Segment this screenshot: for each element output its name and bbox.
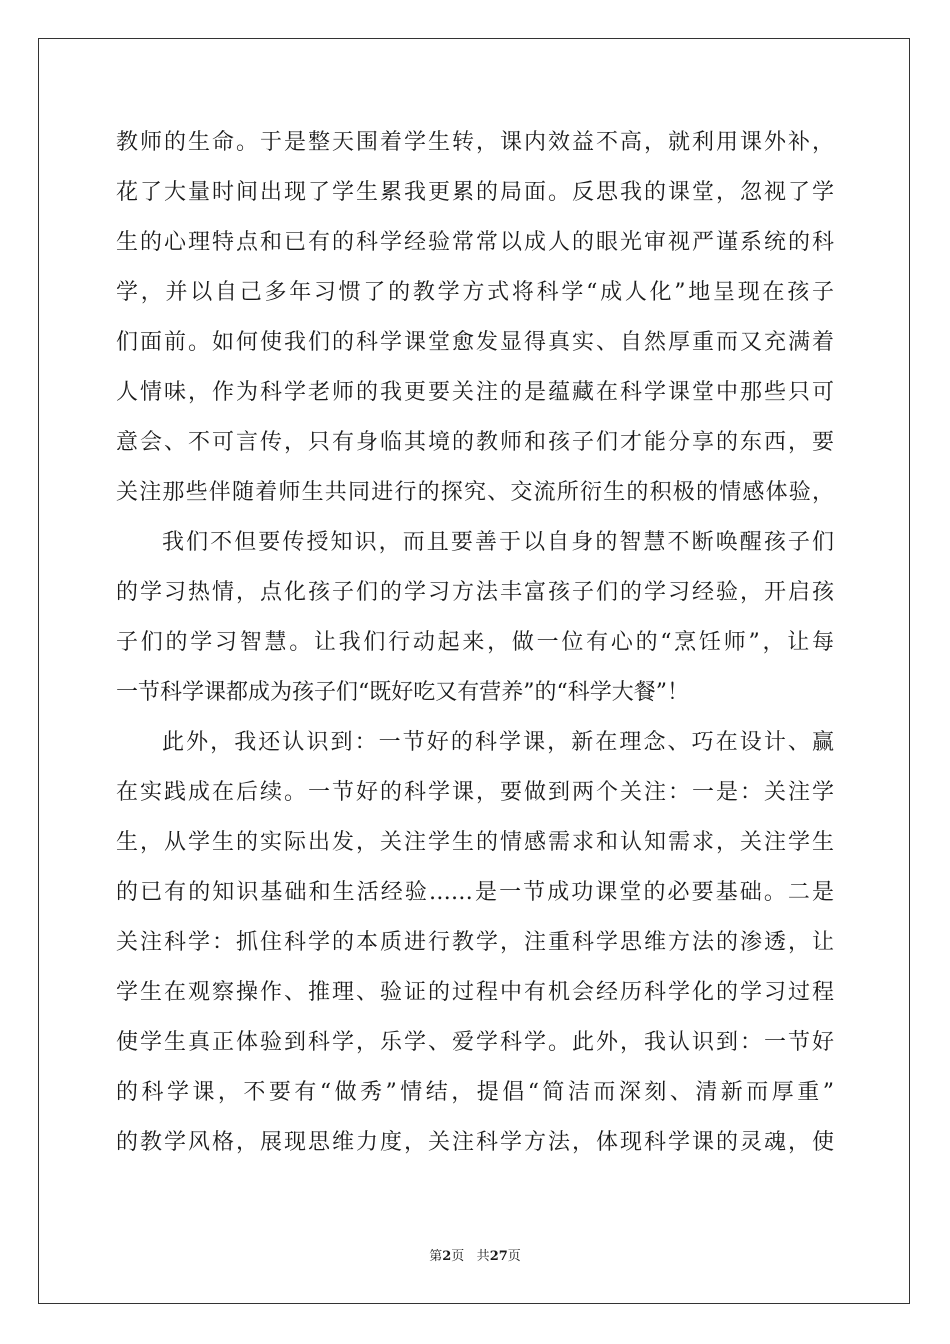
text-line: 的学习热情，点化孩子们的学习方法丰富孩子们的学习经验，开启孩 [116,580,834,605]
text-line: 在实践成在后续。一节好的科学课，要做到两个关注：一是：关注学 [116,780,834,805]
text-line: 的科学课，不要有“做秀”情结，提倡“简洁而深刻、清新而厚重” [116,1080,834,1105]
footer-page-number: 2 [442,1249,452,1264]
text-line: 意会、不可言传，只有身临其境的教师和孩子们才能分享的东西，要 [116,430,834,455]
text-line: 关注科学：抓住科学的本质进行教学，注重科学思维方法的渗透，让 [116,930,834,955]
text-line: 一节科学课都成为孩子们“既好吃又有营养”的“科学大餐”！ [116,680,689,705]
footer-page-prefix: 第 [429,1249,443,1264]
text-line: 教师的生命。于是整天围着学生转，课内效益不高，就利用课外补， [116,130,834,155]
text-line: 花了大量时间出现了学生累我更累的局面。反思我的课堂，忽视了学 [116,180,834,205]
page-footer [0,1245,950,1264]
text-line: 此外，我还认识到：一节好的科学课，新在理念、巧在设计、赢 [162,730,834,755]
text-line: 学，并以自己多年习惯了的教学方式将科学“成人化”地呈现在孩子 [116,280,834,305]
text-line: 的教学风格，展现思维力度，关注科学方法，体现科学课的灵魂，使 [116,1130,834,1155]
text-line: 学生在观察操作、推理、验证的过程中有机会经历科学化的学习过程 [116,980,834,1005]
text-line: 生的心理特点和已有的科学经验常常以成人的眼光审视严谨系统的科 [116,230,834,255]
footer-page-suffix: 页 [451,1249,465,1264]
text-line: 的已有的知识基础和生活经验……是一节成功课堂的必要基础。二是 [116,880,834,905]
text-line: 生，从学生的实际出发，关注学生的情感需求和认知需求，关注学生 [116,830,834,855]
text-line: 使学生真正体验到科学，乐学、爱学科学。此外，我认识到：一节好 [116,1030,834,1055]
text-line: 人情味，作为科学老师的我更要关注的是蕴藏在科学课堂中那些只可 [116,380,834,405]
footer-total-prefix: 共 [476,1249,490,1264]
text-line: 关注那些伴随着师生共同进行的探究、交流所衍生的积极的情感体验， [116,480,834,505]
text-line: 我们不但要传授知识，而且要善于以自身的智慧不断唤醒孩子们 [162,530,834,555]
text-line: 子们的学习智慧。让我们行动起来，做一位有心的“烹饪师”，让每 [116,630,834,655]
footer-total-number: 27 [489,1249,508,1264]
text-line: 们面前。如何使我们的科学课堂愈发显得真实、自然厚重而又充满着 [116,330,834,355]
footer-total-suffix: 页 [507,1249,521,1264]
